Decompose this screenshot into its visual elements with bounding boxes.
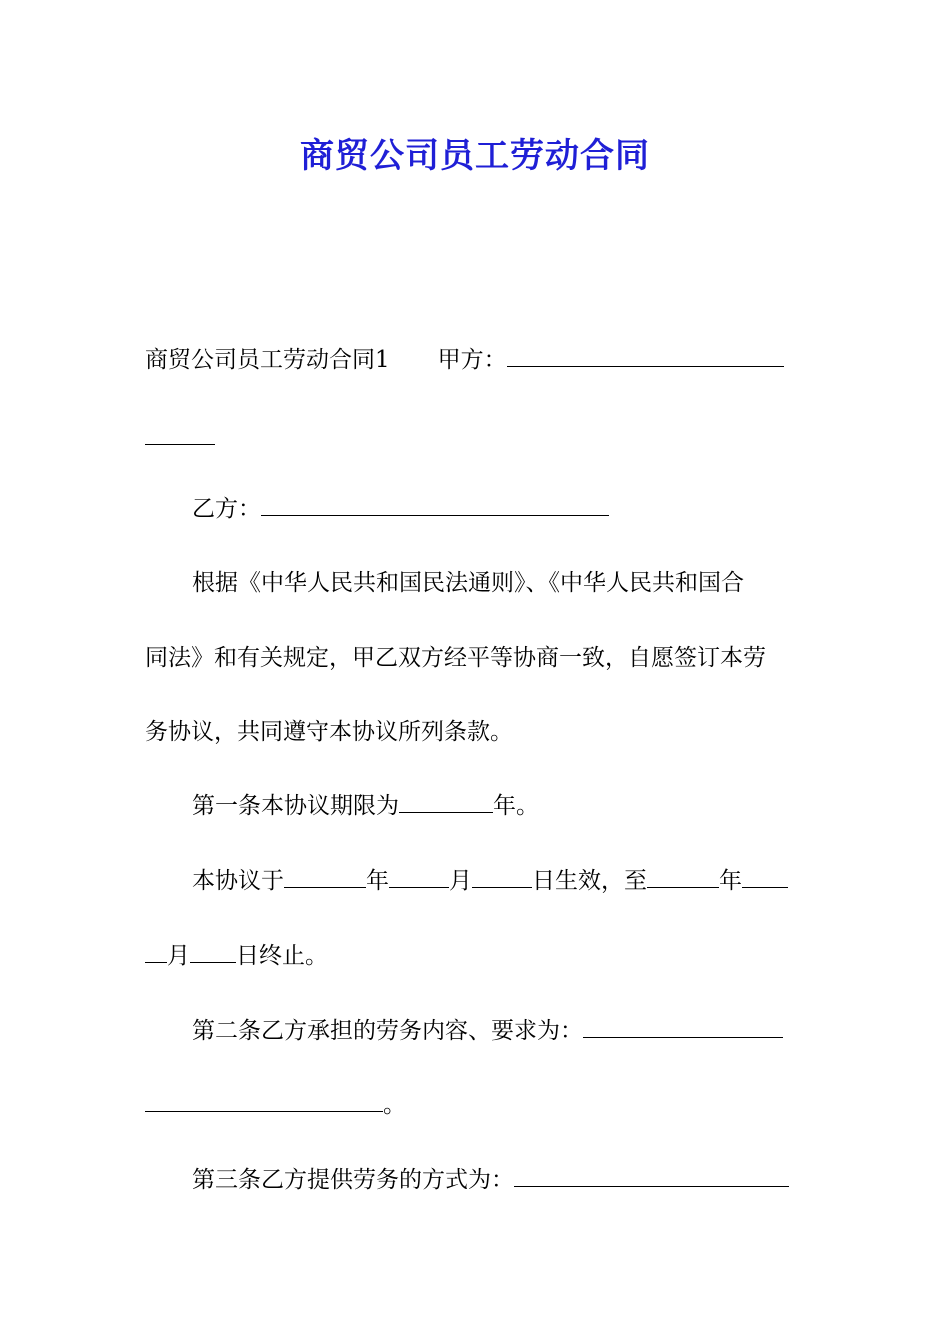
end-month-label: 月	[167, 943, 190, 969]
service-content-blank-2	[145, 1085, 383, 1112]
end-month-blank-part2	[145, 936, 167, 963]
end-year-label: 年	[719, 868, 742, 894]
service-method-blank	[514, 1160, 789, 1187]
start-month-label: 月	[449, 868, 472, 894]
paragraph-line	[145, 712, 807, 752]
article-1-line	[192, 786, 807, 826]
end-date-line	[145, 936, 807, 976]
contract-heading: 商贸公司员工劳动合同1	[145, 347, 390, 373]
preamble-line-1: 根据《中华人民共和国民法通则》、《中华人民共和国合	[192, 570, 744, 596]
end-day-label: 日终止。	[236, 943, 328, 969]
document-title: 商贸公司员工劳动合同	[300, 136, 650, 176]
paragraph-line	[192, 563, 807, 603]
party-a-label: 甲方：	[437, 347, 507, 373]
end-day-blank	[190, 936, 236, 963]
paragraph-line	[145, 638, 807, 678]
article-2-line	[192, 1011, 807, 1051]
party-a-blank-2	[145, 418, 215, 445]
article-2-text: 第二条乙方承担的劳务内容、要求为：	[192, 1018, 583, 1044]
term-years-blank	[399, 786, 493, 813]
party-a-blank	[507, 340, 784, 367]
party-b-line	[192, 489, 807, 529]
party-a-blank-continuation	[145, 418, 807, 458]
start-day-label: 日生效，至	[532, 868, 647, 894]
start-year-label: 年	[366, 868, 389, 894]
article-2-continuation	[145, 1085, 807, 1125]
effective-prefix: 本协议于	[192, 868, 284, 894]
effective-date-line	[192, 861, 807, 901]
article-1-suffix: 年。	[493, 793, 539, 819]
start-month-blank	[389, 861, 449, 888]
article-2-end: 。	[383, 1092, 406, 1118]
end-month-blank-part1	[742, 861, 788, 888]
start-day-blank	[472, 861, 532, 888]
article-3-text: 第三条乙方提供劳务的方式为：	[192, 1167, 514, 1193]
service-content-blank	[583, 1011, 783, 1038]
party-b-blank	[261, 489, 609, 516]
article-1-prefix: 第一条本协议期限为	[192, 793, 399, 819]
preamble-line-2: 同法》和有关规定，甲乙双方经平等协商一致，自愿签订本劳	[145, 645, 766, 671]
preamble-line-3: 务协议，共同遵守本协议所列条款。	[145, 719, 513, 745]
party-b-label: 乙方：	[192, 496, 261, 522]
start-year-blank	[284, 861, 366, 888]
article-3-line	[192, 1160, 807, 1200]
heading-line	[145, 340, 807, 380]
end-year-blank	[647, 861, 719, 888]
